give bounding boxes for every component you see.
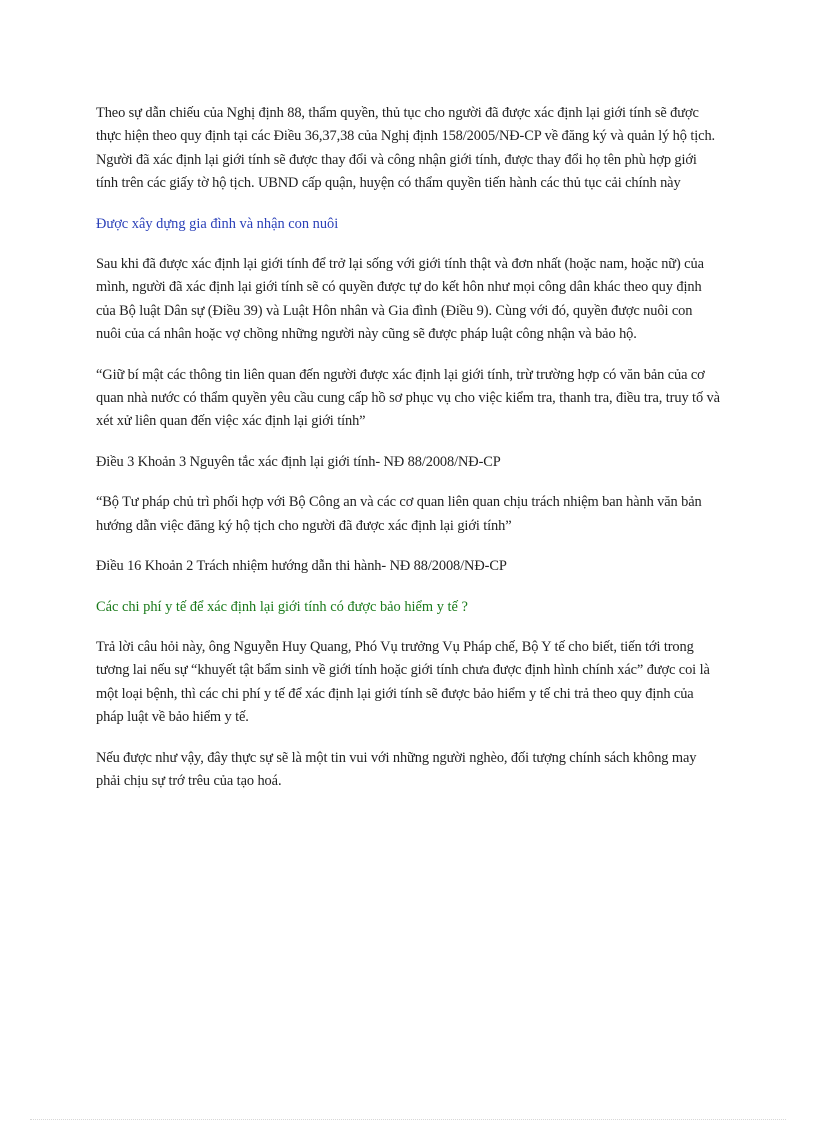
document-body <box>96 102 720 793</box>
paragraph-marriage-adoption: Sau khi đã được xác định lại giới tính để trở lại sống với giới tính thật và đơn nhất (hoặc nam, hoặc nữ) của mình, người đã xác định lại giới tính sẽ có quyền được tự do kết hôn như mọi công dân khác theo quy định của Bộ luật Dân sự (Điều 39) và Luật Hôn nhân và Gia đình (Điều 9). Cùng với đó, quyền được nuôi con nuôi của cá nhân hoặc vợ chồng những người này cũng sẽ được pháp luật công nhận và bảo hộ. <box>96 256 704 343</box>
quote-ministry-justice: “Bộ Tư pháp chủ trì phối hợp với Bộ Công an và các cơ quan liên quan chịu trách nhiệm ban hành văn bản hướng dẫn việc đăng ký hộ tịch cho người đã được xác định lại giới tính” <box>96 494 702 534</box>
quote-confidentiality: “Giữ bí mật các thông tin liên quan đến người được xác định lại giới tính, trừ trường hợp có văn bản của cơ quan nhà nước có thẩm quyền yêu cầu cung cấp hồ sơ phục vụ cho việc kiểm tra, thanh tra, điều tra, truy tố và xét xử liên quan đến việc xác định lại giới tính” <box>96 366 720 430</box>
citation-article-3: Điều 3 Khoản 3 Nguyên tắc xác định lại giới tính- NĐ 88/2008/NĐ-CP <box>96 453 501 470</box>
citation-article-16: Điều 16 Khoản 2 Trách nhiệm hướng dẫn thi hành- NĐ 88/2008/NĐ-CP <box>96 558 507 575</box>
paragraph-conclusion: Nếu được như vậy, đây thực sự sẽ là một tin vui với những người nghèo, đối tượng chính sách không may phải chịu sự trớ trêu của tạo hoá. <box>96 749 697 789</box>
page-bottom-divider <box>30 1119 786 1120</box>
section-heading-insurance: Các chi phí y tế để xác định lại giới tính có được bảo hiểm y tế ? <box>96 598 468 615</box>
section-heading-family: Được xây dựng gia đình và nhận con nuôi <box>96 215 339 232</box>
paragraph-household-registration: Theo sự dẫn chiếu của Nghị định 88, thẩm quyền, thủ tục cho người đã được xác định lại giới tính sẽ được thực hiện theo quy định tại các Điều 36,37,38 của Nghị định 158/2005/NĐ-CP về đăng ký và quản lý hộ tịch. Người đã xác định lại giới tính sẽ được thay đổi và công nhận giới tính, được thay đổi họ tên phù hợp giới tính trên các giấy tờ hộ tịch. UBND cấp quận, huyện có thẩm quyền tiến hành các thủ tục cải chính này <box>96 105 716 192</box>
paragraph-insurance-answer: Trả lời câu hỏi này, ông Nguyễn Huy Quang, Phó Vụ trưởng Vụ Pháp chế, Bộ Y tế cho biết, tiến tới trong tương lai nếu sự “khuyết tật bẩm sinh về giới tính hoặc giới tính chưa được định hình chính xác” được coi là một loại bệnh, thì các chi phí y tế để xác định lại giới tính sẽ được bảo hiểm y tế chi trả theo quy định của pháp luật về bảo hiểm y tế. <box>96 638 710 726</box>
